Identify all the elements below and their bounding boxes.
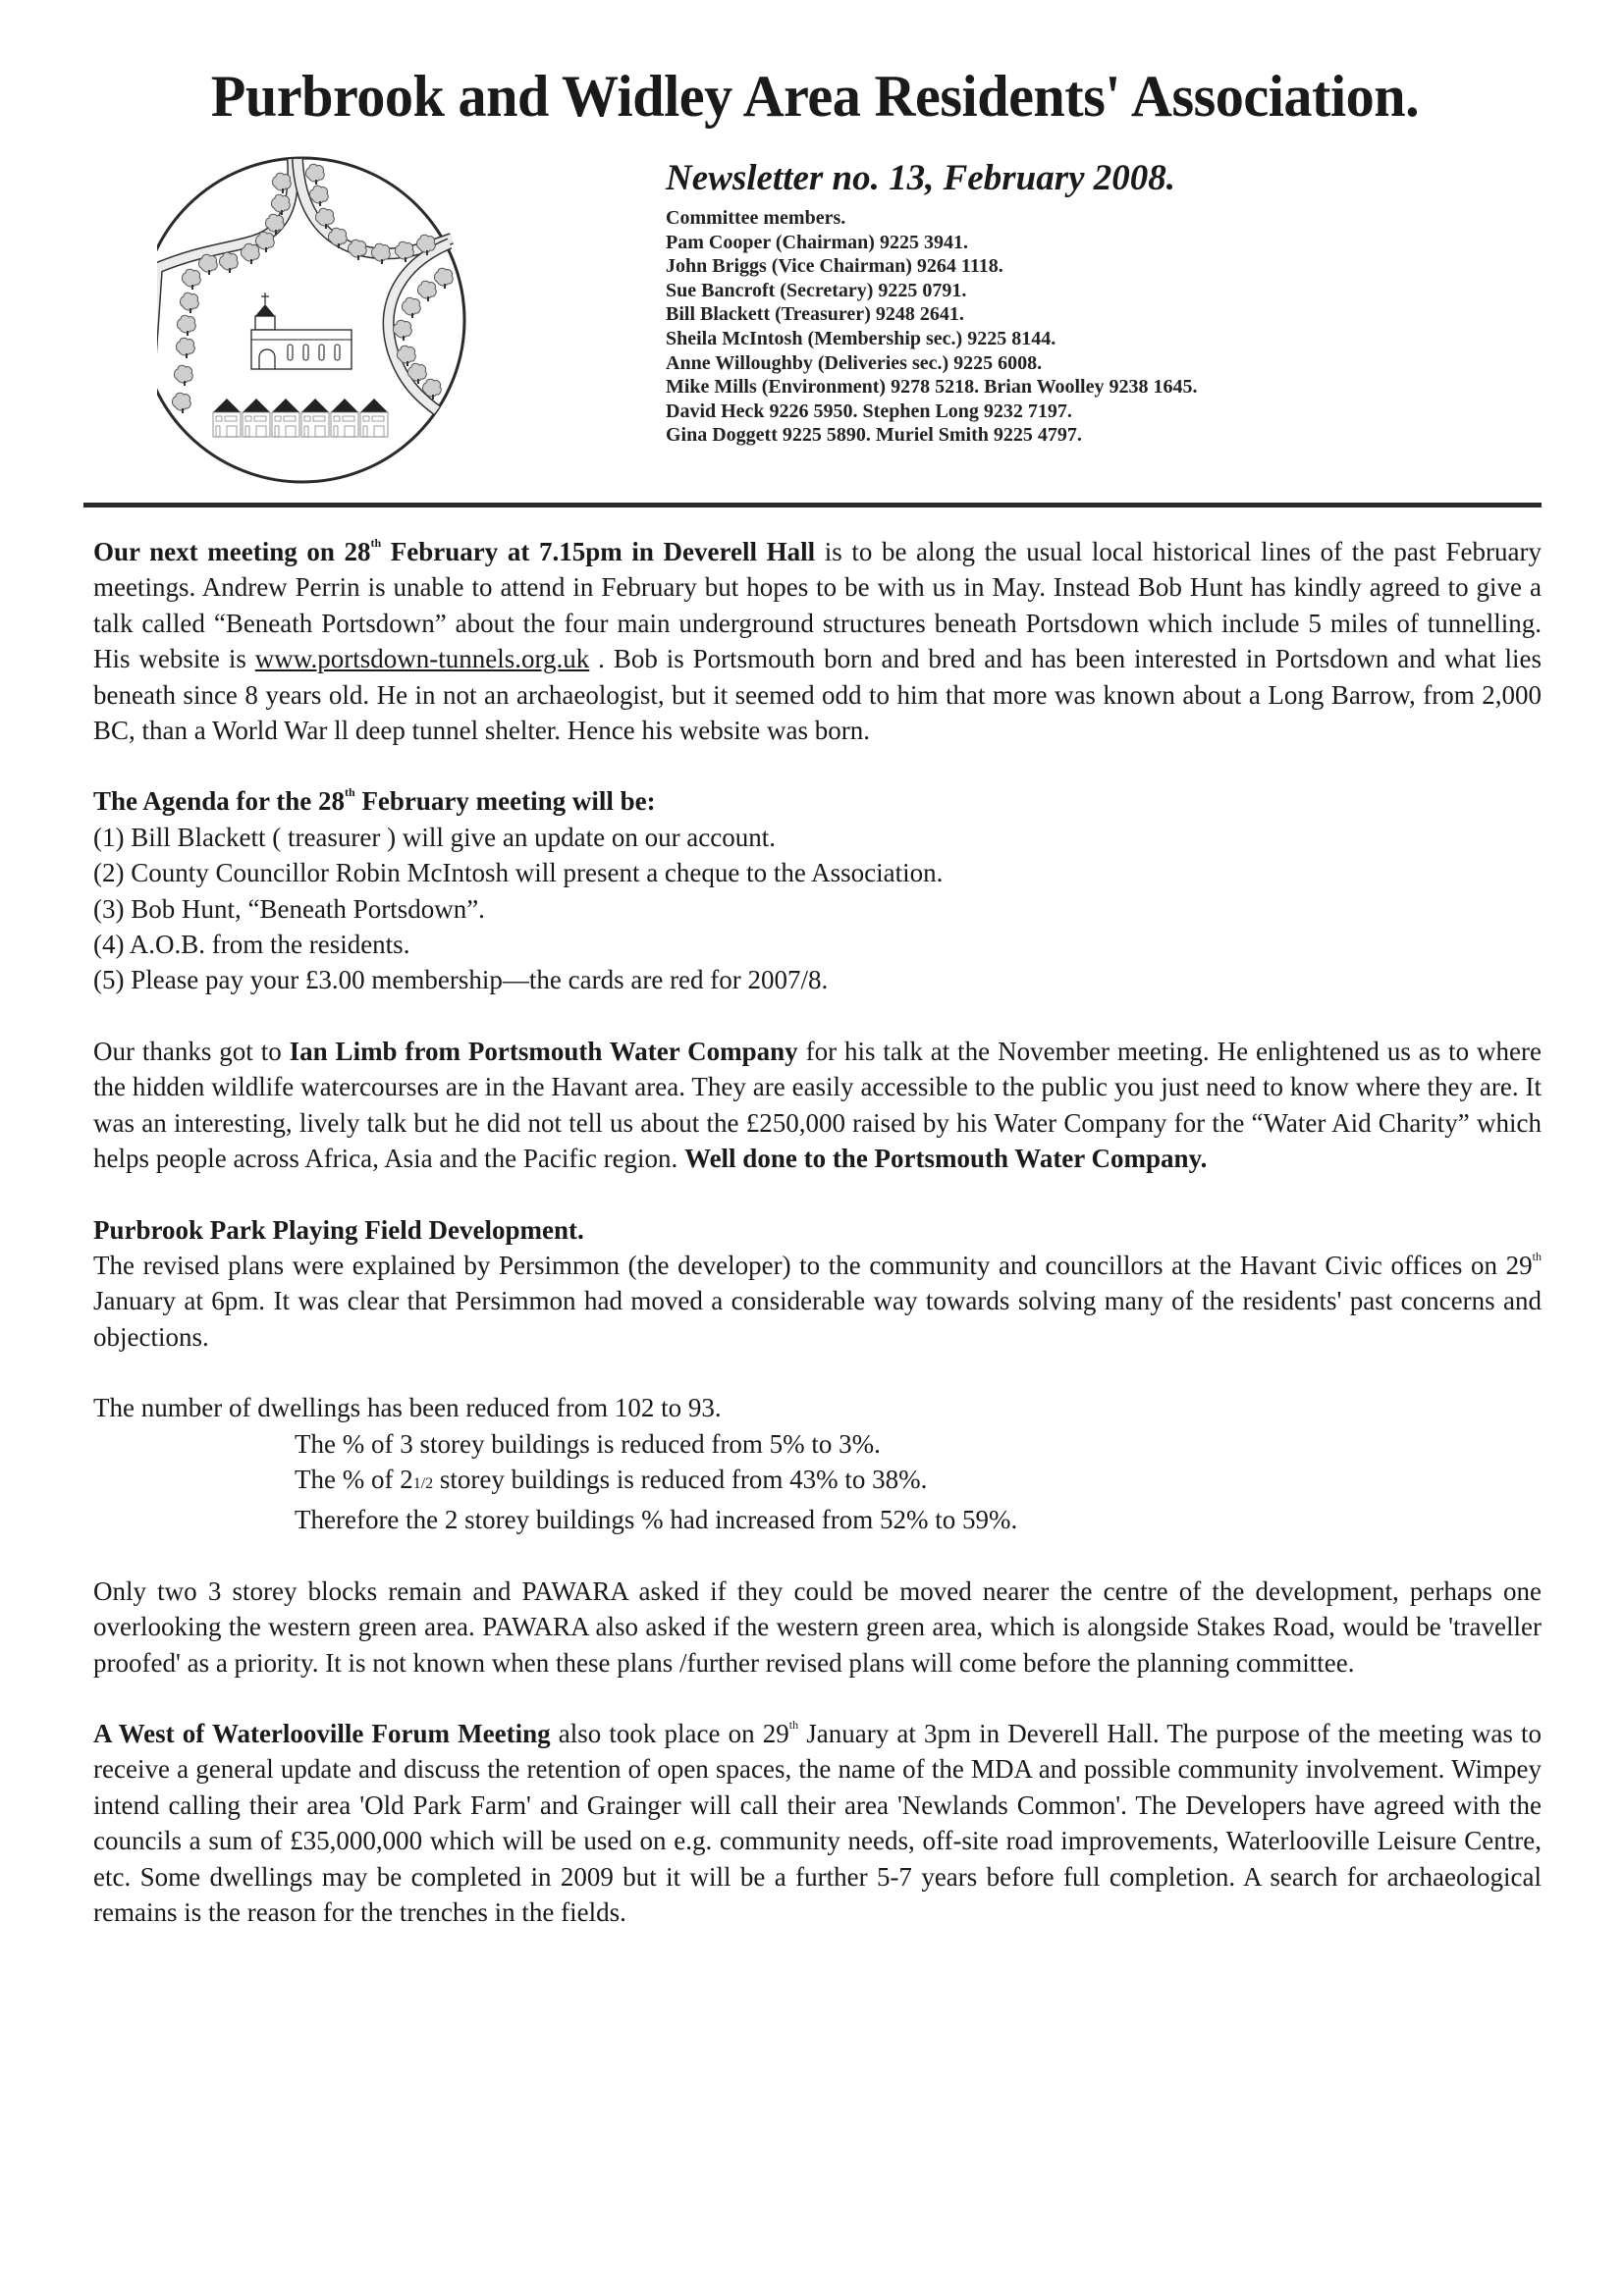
next-meeting-paragraph: Our next meeting on 28th February at 7.15pm in Deverell Hall is to be along the usual local historical lines of the past February meetings. Andrew Perrin is unable to attend in February but hopes to be with us in May. Instead Bob Hunt has kindly agreed to give a talk called “Beneath Portsdown” about the four main underground structures beneath Portsdown which include 5 miles of tunnelling. His website is www.portsdown-tunnels.org.uk . Bob is Portsmouth born and bred and has been interested in Portsdown and what lies beneath since 8 years old. He in not an archaeologist, but it seemed odd to him that more was known about a Long Barrow, from 2,000 BC, than a World War ll deep tunnel shelter. Hence his website was born. bbox=[93, 536, 1542, 746]
committee-member: Sheila McIntosh (Membership sec.) 9225 8144. bbox=[666, 327, 1056, 349]
forum-paragraph: A West of Waterlooville Forum Meeting also took place on 29th January at 3pm in Deverell Hall. The purpose of the meeting was to receive a general update and discuss the retention of open spaces, the name of the MDA and possible community involvement. Wimpey intend calling their area 'Old Park Farm' and Grainger will call their area 'Newlands Common'. The Developers have agreed with the councils a sum of £35,000,000 which will be used on e.g. community needs, off-site road improvements, Waterlooville Leisure Centre, etc. Some dwellings may be completed in 2009 but it will be a further 5-7 years before full completion. A search for archaeological remains is the reason for the trenches in the fields. bbox=[93, 1717, 1542, 1927]
committee-member: Anne Willoughby (Deliveries sec.) 9225 6008. bbox=[666, 351, 1043, 374]
committee-member: David Heck 9226 5950. Stephen Long 9232 7197. bbox=[666, 400, 1072, 422]
association-title: Purbrook and Widley Area Residents' Association. bbox=[210, 64, 1420, 129]
committee-member: Gina Doggett 9225 5890. Muriel Smith 9225 4797. bbox=[666, 424, 1082, 447]
development-paragraph: The revised plans were explained by Persimmon (the developer) to the community and councillors at the Havant Civic offices on 29th January at 6pm. It was clear that Persimmon had moved a considerable way towards solving many of the residents' past concerns and objections. bbox=[93, 1249, 1542, 1352]
agenda-heading: The Agenda for the 28th February meeting will be: bbox=[93, 785, 656, 817]
header-divider bbox=[83, 503, 1542, 507]
dwellings-line: The number of dwellings has been reduced from 102 to 93. bbox=[93, 1393, 722, 1423]
committee-member: Pam Cooper (Chairman) 9225 3941. bbox=[666, 231, 968, 253]
storey-stat: The % of 3 storey buildings is reduced from 5% to 3%. bbox=[295, 1428, 881, 1459]
association-logo-icon bbox=[157, 145, 481, 491]
committee-heading: Committee members. bbox=[666, 207, 846, 229]
agenda-item: (4) A.O.B. from the residents. bbox=[93, 930, 410, 960]
storey-stat: Therefore the 2 storey buildings % had increased from 52% to 59%. bbox=[295, 1505, 1018, 1535]
meeting-lead: Our next meeting on 28th February at 7.15pm in Deverell Hall bbox=[93, 536, 816, 566]
masthead bbox=[666, 155, 1549, 448]
newsletter-body bbox=[93, 534, 1542, 1930]
thanks-paragraph: Our thanks got to Ian Limb from Portsmouth Water Company for his talk at the November meeting. He enlightened us as to where the hidden wildlife watercourses are in the Havant area. They are easily accessible to the public you just need to know where they are. It was an interesting, lively talk but he did not tell us about the £250,000 raised by his Water Company for the “Water Aid Charity” which helps people across Africa, Asia and the Pacific region. Well done to the Portsmouth Water Company. bbox=[93, 1036, 1542, 1174]
newsletter-number: Newsletter no. 13, February 2008. bbox=[666, 158, 1176, 198]
development-heading: Purbrook Park Playing Field Development. bbox=[93, 1214, 584, 1245]
committee-list bbox=[666, 206, 1549, 448]
committee-member: John Briggs (Vice Chairman) 9264 1118. bbox=[666, 255, 1003, 278]
committee-member: Sue Bancroft (Secretary) 9225 0791. bbox=[666, 279, 967, 301]
agenda-item: (3) Bob Hunt, “Beneath Portsdown”. bbox=[93, 893, 485, 924]
committee-member: Bill Blackett (Treasurer) 9248 2641. bbox=[666, 303, 964, 326]
agenda-item: (1) Bill Blackett ( treasurer ) will give an update on our account. bbox=[93, 822, 777, 852]
agenda-item: (2) County Councillor Robin McIntosh will present a cheque to the Association. bbox=[93, 858, 944, 888]
committee-member: Mike Mills (Environment) 9278 5218. Brian Woolley 9238 1645. bbox=[666, 376, 1198, 399]
website-link[interactable]: www.portsdown-tunnels.org.uk bbox=[254, 644, 590, 674]
storey-stat: The % of 21/2 storey buildings is reduced from 43% to 38%. bbox=[295, 1464, 928, 1494]
agenda-item: (5) Please pay your £3.00 membership—the cards are red for 2007/8. bbox=[93, 965, 829, 995]
blocks-paragraph: Only two 3 storey blocks remain and PAWARA asked if they could be moved nearer the centre of the development, perhaps one overlooking the western green area. PAWARA also asked if the western green area, which is alongside Stakes Road, would be 'traveller proofed' as a priority. It is not known when these plans /further revised plans will come before the planning committee. bbox=[93, 1575, 1542, 1678]
